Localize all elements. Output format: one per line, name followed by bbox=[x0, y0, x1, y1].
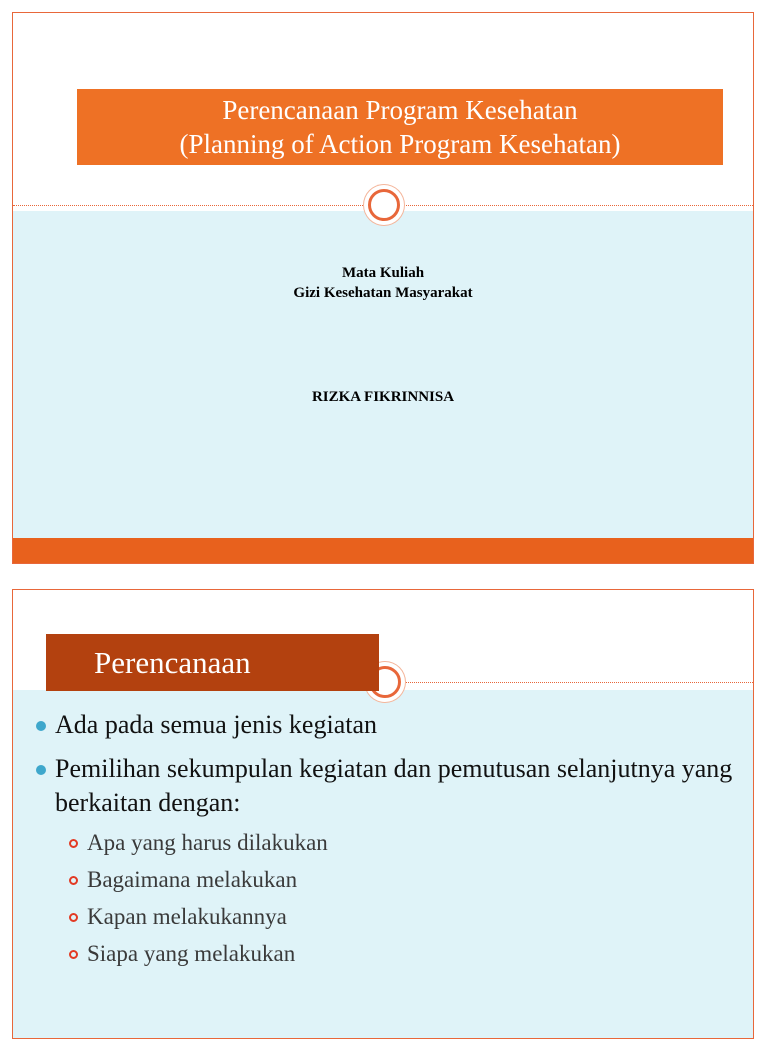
circle-bullet-icon bbox=[69, 839, 78, 848]
bullet-text: Pemilihan sekumpulan kegiatan dan pemutusan selanjutnya yang berkaitan dengan: bbox=[55, 754, 733, 817]
sub-bullet-text: Kapan melakukannya bbox=[87, 904, 287, 929]
circle-bullet-icon bbox=[69, 876, 78, 885]
sub-list-item bbox=[55, 902, 733, 932]
title-line-2: (Planning of Action Program Kesehatan) bbox=[179, 129, 621, 159]
bullet-dot-icon bbox=[36, 721, 46, 731]
section-heading: Perencanaan bbox=[46, 634, 379, 691]
circle-bullet-icon bbox=[69, 950, 78, 959]
bullet-dot-icon bbox=[36, 765, 46, 775]
author-name: RIZKA FIKRINNISA bbox=[311, 389, 455, 405]
title-slide bbox=[12, 12, 754, 564]
sub-bullet-text: Apa yang harus dilakukan bbox=[87, 830, 328, 855]
list-item bbox=[33, 752, 733, 969]
slide-title bbox=[77, 89, 723, 165]
sub-bullet-list bbox=[55, 828, 733, 969]
divider-line bbox=[381, 682, 753, 683]
title-line-1: Perencanaan Program Kesehatan bbox=[222, 95, 578, 125]
course-label: Mata Kuliah bbox=[341, 265, 425, 281]
course-name: Gizi Kesehatan Masyarakat bbox=[293, 285, 473, 301]
bullet-text: Ada pada semua jenis kegiatan bbox=[55, 710, 377, 739]
ring-ornament-icon bbox=[368, 189, 400, 221]
list-item bbox=[33, 708, 733, 742]
footer-bar bbox=[13, 538, 753, 563]
sub-bullet-text: Bagaimana melakukan bbox=[87, 867, 298, 892]
content-panel bbox=[13, 211, 753, 538]
content-slide bbox=[12, 589, 754, 1039]
sub-list-item bbox=[55, 939, 733, 969]
sub-list-item bbox=[55, 828, 733, 858]
sub-list-item bbox=[55, 865, 733, 895]
course-info bbox=[13, 263, 753, 303]
circle-bullet-icon bbox=[69, 913, 78, 922]
bullet-list bbox=[33, 708, 733, 979]
sub-bullet-text: Siapa yang melakukan bbox=[87, 941, 296, 966]
